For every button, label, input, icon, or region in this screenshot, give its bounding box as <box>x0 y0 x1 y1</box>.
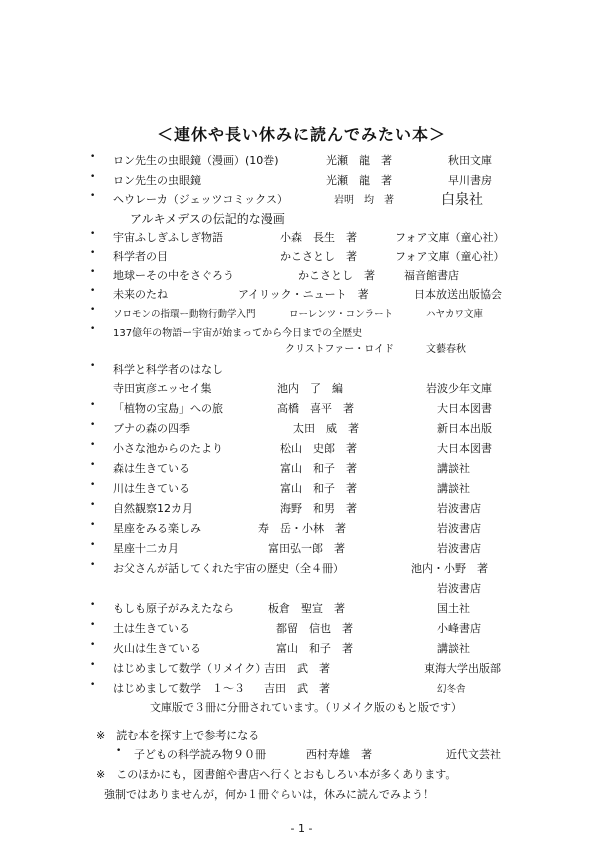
book-title: ソロモンの指環ー動物行動学入門 <box>113 309 256 320</box>
book-publisher: 岩波書店 <box>437 582 481 595</box>
book-row <box>0 620 603 640</box>
book-author: 高橋 喜平 著 <box>277 402 354 415</box>
book-title-line2: 寺田寅彦エッセイ集 <box>113 382 212 395</box>
book-publisher: 講談社 <box>437 482 470 495</box>
bullet: • <box>90 172 96 182</box>
book-author: 都留 信也 著 <box>276 622 353 635</box>
page-number: - 1 - <box>290 822 313 835</box>
book-row <box>0 286 603 306</box>
book-title: 土は生きている <box>113 622 190 635</box>
book-row <box>0 248 603 268</box>
bullet: • <box>90 229 96 239</box>
book-title: ロン先生の虫眼鏡（漫画）(10巻) <box>113 154 279 167</box>
book-title: 137億年の物語ー宇宙が始まってから今日までの全歴史 <box>113 328 363 339</box>
book-title: 宇宙ふしぎふしぎ物語 <box>113 231 223 244</box>
book-row <box>0 520 603 540</box>
book-row-cont <box>0 380 603 400</box>
book-author: 富山 和子 著 <box>276 642 353 655</box>
book-author: 富山 和子 著 <box>280 482 357 495</box>
book-author: 富山 和子 著 <box>280 462 357 475</box>
book-title: 小さな池からのたより <box>113 442 223 455</box>
book-publisher: フォア文庫（童心社） <box>395 250 505 263</box>
bullet: • <box>90 640 96 650</box>
book-row <box>0 152 603 172</box>
book-publisher: 岩波少年文庫 <box>426 382 492 395</box>
reference-book-title: 子どもの科学読み物９０冊 <box>134 748 266 761</box>
book-title: はじめまして数学（リメイク） <box>113 662 267 675</box>
reference-book-author: 西村寿雄 著 <box>306 748 372 761</box>
bullet: • <box>90 520 96 530</box>
book-row <box>0 400 603 420</box>
book-row <box>0 560 603 580</box>
book-author: 吉田 武 著 <box>264 662 330 675</box>
book-row <box>0 229 603 249</box>
book-publisher: 大日本図書 <box>437 442 492 455</box>
book-author: かこさとし 著 <box>298 269 375 282</box>
reference-book-row <box>0 746 603 766</box>
book-title: ブナの森の四季 <box>113 422 190 435</box>
book-author: 吉田 武 著 <box>264 682 330 695</box>
book-author: 池内・小野 著 <box>411 562 488 575</box>
book-title: 自然観察12カ月 <box>113 502 193 515</box>
bullet: • <box>90 560 96 570</box>
book-publisher: フォア文庫（童心社） <box>395 231 505 244</box>
bullet: • <box>90 680 96 690</box>
bullet: • <box>90 500 96 510</box>
book-row <box>0 680 603 700</box>
book-row <box>0 420 603 440</box>
book-publisher: 文藝春秋 <box>426 344 466 355</box>
book-row-cont <box>0 580 603 600</box>
book-title: 未来のたね <box>113 288 168 301</box>
book-row <box>0 460 603 480</box>
book-row <box>0 440 603 460</box>
closing-line-1: ※ このほかにも，図書館や書店へ行くとおもしろい本が多くあります。 <box>96 768 457 781</box>
bullet: • <box>116 746 122 756</box>
book-title: 川は生きている <box>113 482 190 495</box>
book-row <box>0 540 603 560</box>
book-author: ローレンツ・コンラート <box>289 309 394 320</box>
book-title: 星座十二カ月 <box>113 542 179 555</box>
book-publisher: 岩波書店 <box>437 502 481 515</box>
book-publisher: 新日本出版 <box>437 422 492 435</box>
book-author: かこさとし 著 <box>280 250 357 263</box>
bullet: • <box>90 480 96 490</box>
bullet: • <box>90 400 96 410</box>
bullet: • <box>90 620 96 630</box>
bullet: • <box>90 660 96 670</box>
book-publisher: ハヤカワ文庫 <box>426 309 484 320</box>
book-publisher: 秋田文庫 <box>448 154 492 167</box>
book-title: はじめまして数学 １～３ <box>113 682 245 695</box>
book-row <box>0 500 603 520</box>
bullet: • <box>90 324 96 334</box>
book-row <box>0 191 603 211</box>
book-publisher: 小峰書店 <box>437 622 481 635</box>
bullet: • <box>90 460 96 470</box>
book-title: 星座をみる楽しみ <box>113 522 201 535</box>
book-title: 火山は生きている <box>113 642 201 655</box>
closing-line-2: 強制ではありませんが，何か１冊ぐらいは，休みに読んでみよう！ <box>104 788 434 801</box>
book-author: 松山 史郎 著 <box>280 442 357 455</box>
bunko-note: 文庫版で３冊に分冊されています。（リメイク版のもと版です） <box>150 701 462 714</box>
bullet: • <box>90 305 96 315</box>
book-title: 地球ーその中をさぐろう <box>113 269 234 282</box>
bullet: • <box>90 600 96 610</box>
book-publisher: 国土社 <box>437 602 470 615</box>
bullet: • <box>90 191 96 201</box>
bullet: • <box>90 440 96 450</box>
book-publisher: 講談社 <box>437 642 470 655</box>
book-author: 岩明 均 著 <box>334 195 394 206</box>
book-author: 太田 威 著 <box>293 422 359 435</box>
book-publisher: 講談社 <box>437 462 470 475</box>
book-publisher: 日本放送出版協会 <box>414 288 502 301</box>
bullet: • <box>90 540 96 550</box>
book-author: 板倉 聖宣 著 <box>268 602 345 615</box>
book-author: 寿 岳・小林 著 <box>258 522 346 535</box>
book-title: 科学者の目 <box>113 250 168 263</box>
reference-book-publisher: 近代文芸社 <box>446 748 501 761</box>
book-author: クリストファー・ロイド <box>285 344 394 355</box>
book-publisher: 福音館書店 <box>404 269 459 282</box>
book-title: もしも原子がみえたなら <box>113 602 234 615</box>
book-subtitle-row <box>0 210 603 230</box>
book-title: 「植物の宝島」への旅 <box>113 402 223 415</box>
book-publisher: 幻冬舎 <box>437 684 466 695</box>
book-title: お父さんが話してくれた宇宙の歴史（全４冊） <box>113 562 344 575</box>
book-author: アイリック・ニュート 著 <box>238 288 369 301</box>
book-publisher: 早川書房 <box>448 174 492 187</box>
book-row <box>0 267 603 287</box>
reference-label: ※ 読む本を探す上で参考になる <box>96 729 260 742</box>
book-row <box>0 480 603 500</box>
book-publisher: 白泉社 <box>441 192 483 208</box>
book-author: 小森 長生 著 <box>280 231 357 244</box>
book-publisher: 岩波書店 <box>437 542 481 555</box>
book-row <box>0 600 603 620</box>
book-title: ロン先生の虫眼鏡 <box>113 174 201 187</box>
bullet: • <box>90 248 96 258</box>
book-subtitle: アルキメデスの伝記的な漫画 <box>130 212 285 226</box>
bullet: • <box>90 286 96 296</box>
bullet: • <box>90 420 96 430</box>
book-title: 森は生きている <box>113 462 190 475</box>
book-row <box>0 361 603 381</box>
book-author: 光瀬 龍 著 <box>326 154 392 167</box>
book-author: 光瀬 龍 著 <box>326 174 392 187</box>
page-title: ＜連休や長い休みに読んでみたい本＞ <box>156 125 446 144</box>
book-row <box>0 660 603 680</box>
book-publisher: 大日本図書 <box>437 402 492 415</box>
book-author: 海野 和男 著 <box>280 502 357 515</box>
bullet: • <box>90 361 96 371</box>
bullet: • <box>90 152 96 162</box>
book-publisher: 岩波書店 <box>437 522 481 535</box>
book-row <box>0 640 603 660</box>
book-title: ヘウレーカ（ジェッツコミックス） <box>113 193 289 206</box>
bullet: • <box>90 267 96 277</box>
book-row <box>0 172 603 192</box>
book-author: 富田弘一郎 著 <box>268 542 345 555</box>
book-row-cont <box>0 340 603 360</box>
book-title: 科学と科学者のはなし <box>113 363 223 376</box>
book-author: 池内 了 編 <box>277 382 343 395</box>
book-publisher: 東海大学出版部 <box>424 662 501 675</box>
book-row <box>0 305 603 325</box>
